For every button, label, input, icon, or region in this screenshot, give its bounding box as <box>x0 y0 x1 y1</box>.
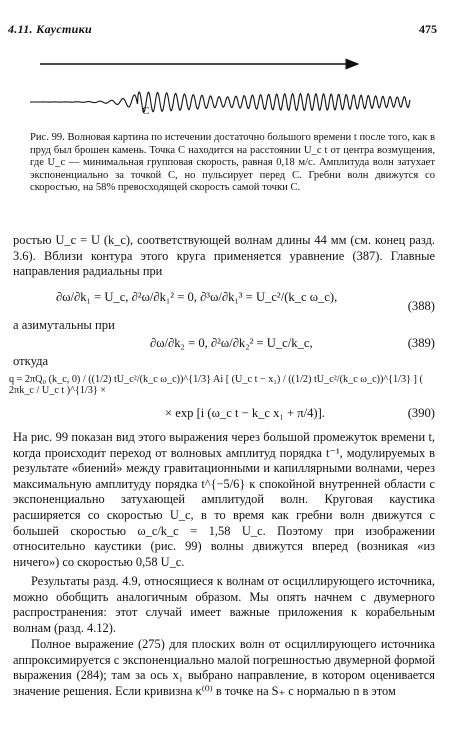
caption-text: Рис. 99. Волновая картина по истечении достаточно большого времени t после того, как в пруд был брошен камень. Точка C находится на расстоянии U_c t от центра возмущения, где U_c — минимальная групповая скорость, равная 0,18 м/с. Амплитуда волн затухает экспоненциально за точкой C, но пульсирует перед C. Гребни волн движутся со скоростью, на 58% превосходящей скорость самой точки C. <box>30 132 435 194</box>
text-azimuthal: а азимутальны при <box>13 318 115 332</box>
equation-389-number: (389) <box>407 336 435 350</box>
equation-390-line1: q = 2πQ₀ (k_c, 0) / ((1/2) tU_c²/(k_c ω_c))^{1/3} Ai [ (U_c t − x₁) / ((1/2) tU_c²/(k_c ω_c))^{1/3} ] ( 2πk_c / U_c t )^{1/3} × <box>9 374 423 396</box>
wave-profile <box>30 92 410 112</box>
paragraph-2: На рис. 99 показан вид этого выражения через большой промежуток времени t, когда происходит переход от волновых амплитуд порядка t⁻¹, модулируемых в результате «биений» между гравитационными и капиллярными волнами, через максимальную амплитуду порядка t^{−5/6} к спокойной внутренней области с экспоненциально затухающей амплитудой волн. Круговая каустика расширяется со скоростью U_c, в то время как гребни волн движутся с большей скоростью ω_c/k_c = 1,58 U_c. Поэтому при изображении относительно каустики (рис. 99) волны движутся вперед (возникая «из ничего») со скоростью 0,58 U_c. <box>13 430 435 569</box>
equation-390-line2: × exp [i (ω_c t − k_c x₁ + π/4)]. <box>165 406 325 420</box>
figure-caption <box>30 132 435 195</box>
point-c-label: C <box>142 105 150 117</box>
page-number: 475 <box>419 22 437 36</box>
running-header <box>8 22 437 38</box>
equation-390-number: (390) <box>407 406 435 420</box>
wave-figure <box>0 50 451 130</box>
text-whence: откуда <box>13 354 49 368</box>
paragraph-1: ростью U_c = U (k_c), соответствующей волнам длины 44 мм (см. конец разд. 3.6). Вблизи контура этого круга применяется уравнение (387). Главные направления радиальны при <box>13 233 435 279</box>
equation-389: ∂ω/∂k₂ = 0, ∂²ω/∂k₂² = U_c/k_c, <box>150 336 313 350</box>
equation-388-number: (388) <box>407 299 435 313</box>
paragraph-3: Результаты разд. 4.9, относящиеся к волнам от осциллирующего источника, можно обобщить аналогичным образом. Мы опять начнем с двумерного распространения: этот случай имеет важные приложения к корабельным волнам (разд. 4.12). <box>13 574 435 635</box>
paragraph-4: Полное выражение (275) для плоских волн от осциллирующего источника аппроксимируется с экспоненциально малой погрешностью двумерной формой выражения (284); там за ось x₁ выбрано направление, в котором оценивается значение решения. Если кривизна κ⁽⁰⁾ в точке на S₊ с нормалью n в этом <box>13 637 435 698</box>
equation-388: ∂ω/∂k₁ = U_c, ∂²ω/∂k₁² = 0, ∂³ω/∂k₁³ = U_c²/(k_c ω_c), <box>56 290 338 304</box>
section-title: 4.11. Каустики <box>8 22 92 36</box>
